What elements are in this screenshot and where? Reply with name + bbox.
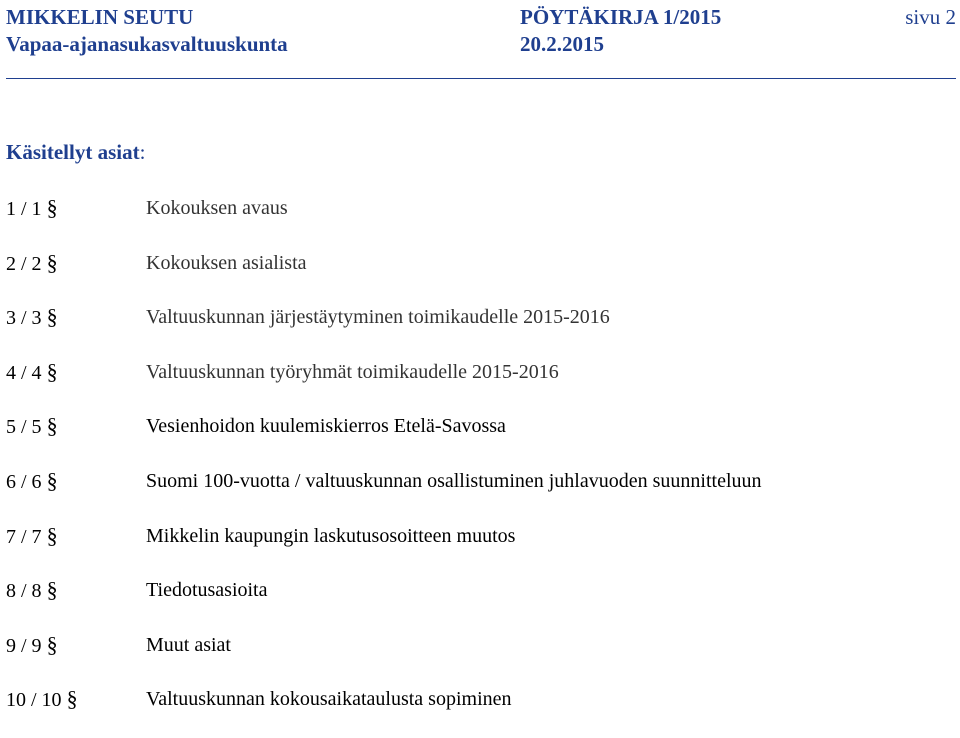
item-title: Valtuuskunnan järjestäytyminen toimikaudelle 2015-2016 — [146, 306, 610, 329]
doc-type: PÖYTÄKIRJA 1/2015 — [520, 5, 722, 29]
agenda-item — [6, 574, 956, 629]
agenda-item — [6, 683, 956, 738]
section-sign: § — [66, 686, 78, 712]
agenda-item — [6, 356, 956, 411]
section-sign: § — [46, 358, 58, 384]
document-header — [6, 4, 956, 58]
section-sign: § — [46, 195, 58, 220]
page-number: sivu 2 — [905, 5, 956, 29]
item-title: Kokouksen asialista — [146, 251, 307, 274]
item-number: 1 / 1 § — [6, 195, 58, 220]
item-number: 8 / 8 § — [6, 577, 58, 603]
item-number: 6 / 6 § — [6, 467, 58, 493]
header-divider — [6, 78, 956, 79]
item-title: Valtuuskunnan kokousaikataulusta sopiminen — [146, 688, 512, 711]
section-sign: § — [46, 249, 58, 275]
section-sign: § — [46, 631, 58, 657]
item-title: Vesienhoidon kuulemiskierros Etelä-Savossa — [146, 415, 506, 438]
header-row-2 — [6, 31, 956, 58]
section-sign: § — [46, 413, 58, 439]
agenda-list — [6, 192, 956, 738]
meeting-date: 20.2.2015 — [520, 32, 604, 56]
item-number: 7 / 7 § — [6, 522, 58, 548]
item-title: Muut asiat — [146, 633, 231, 656]
agenda-item — [6, 465, 956, 520]
item-title: Valtuuskunnan työryhmät toimikaudelle 2015-2016 — [146, 360, 559, 383]
item-title: Kokouksen avaus — [146, 197, 288, 219]
agenda-item — [6, 629, 956, 684]
item-title: Tiedotusasioita — [146, 579, 268, 602]
section-sign: § — [46, 522, 58, 548]
agenda-item — [6, 520, 956, 575]
section-sign: § — [46, 304, 58, 330]
org-name: MIKKELIN SEUTU — [6, 5, 194, 29]
agenda-item — [6, 410, 956, 465]
section-title-colon: : — [139, 140, 146, 164]
item-number: 3 / 3 § — [6, 304, 58, 330]
section-title — [6, 140, 145, 165]
item-title: Suomi 100-vuotta / valtuuskunnan osallistuminen juhlavuoden suunnitteluun — [146, 469, 762, 492]
header-row-1 — [6, 4, 956, 31]
agenda-item — [6, 247, 956, 302]
section-sign: § — [46, 467, 58, 493]
section-sign: § — [46, 577, 58, 603]
item-number: 4 / 4 § — [6, 358, 58, 384]
agenda-item — [6, 192, 956, 247]
item-number: 2 / 2 § — [6, 249, 58, 275]
item-number: 10 / 10 § — [6, 686, 78, 712]
item-title: Mikkelin kaupungin laskutusosoitteen muutos — [146, 524, 516, 547]
agenda-item — [6, 301, 956, 356]
item-number: 5 / 5 § — [6, 413, 58, 439]
section-title-text: Käsitellyt asiat — [6, 140, 140, 164]
body-name: Vapaa-ajanasukasvaltuuskunta — [6, 32, 288, 56]
item-number: 9 / 9 § — [6, 631, 58, 657]
